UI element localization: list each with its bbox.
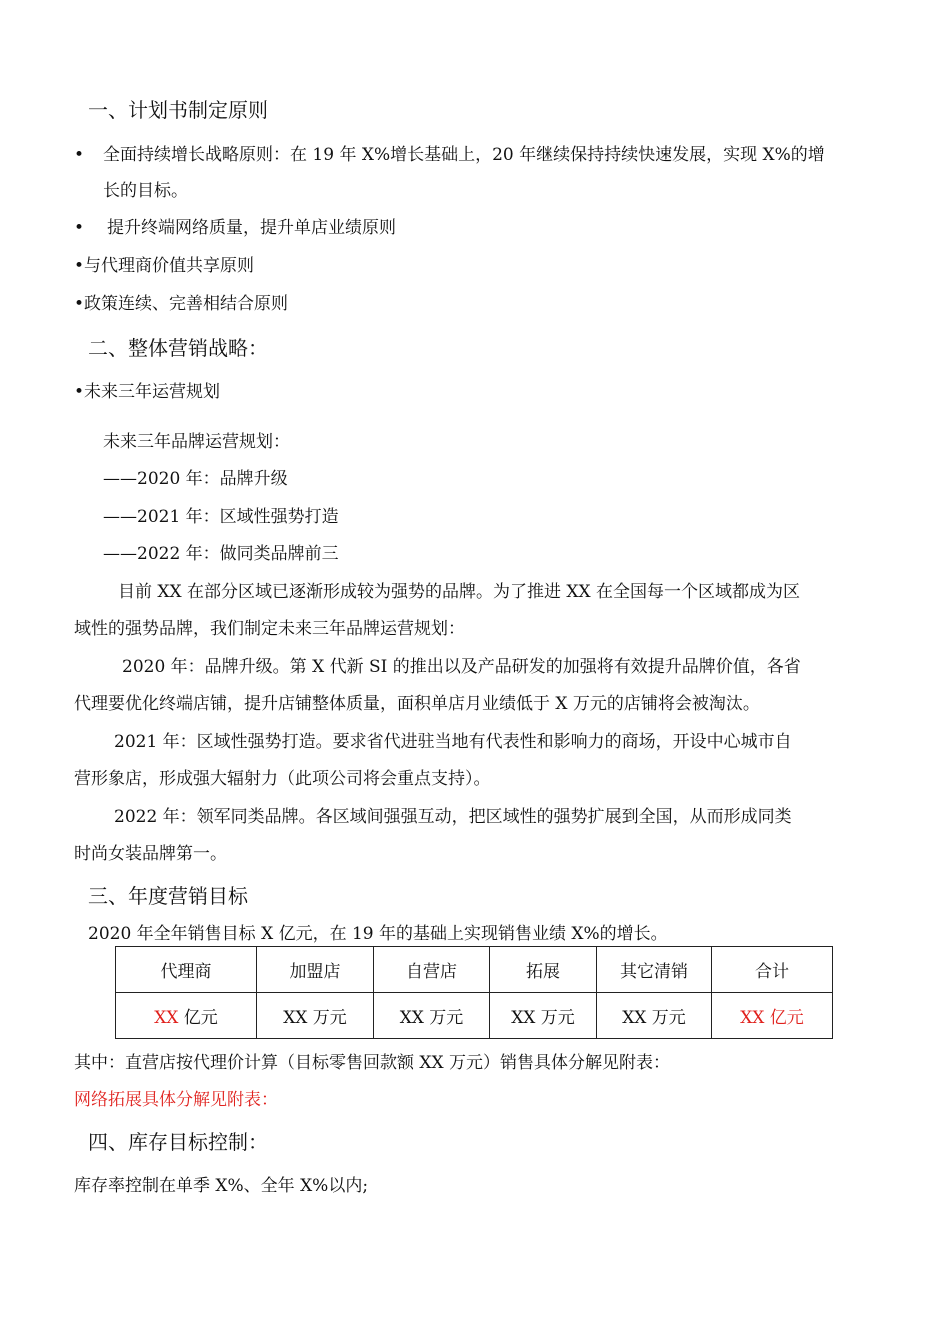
plan-2021: ——2021 年：区域性强势打造: [103, 507, 339, 527]
table-header-cell: 合计: [712, 947, 833, 993]
principle-4: •政策连续、完善相结合原则: [74, 294, 289, 314]
paragraph-2-line2: 代理要优化终端店铺，提升店铺整体质量，面积单店月业绩低于 X 万元的店铺将会被淘汰。: [74, 694, 760, 714]
section1-heading: 一、计划书制定原则: [88, 98, 268, 122]
paragraph-1-line1: 目前 XX 在部分区域已逐渐形成较为强势的品牌。为了推进 XX 在全国每一个区域都成为区: [118, 582, 801, 602]
section3-heading: 三、年度营销目标: [88, 884, 248, 908]
note-direct-store: 其中：直营店按代理价计算（目标零售回款额 XX 万元）销售具体分解见附表：: [74, 1053, 671, 1073]
note-network-expansion: 网络拓展具体分解见附表：: [74, 1090, 278, 1110]
plan-2020: ——2020 年：品牌升级: [103, 469, 288, 489]
paragraph-3-line2: 营形象店，形成强大辐射力（此项公司将会重点支持）。: [74, 769, 491, 789]
paragraph-4-line2: 时尚女装品牌第一。: [74, 844, 227, 864]
section4-heading: 四、库存目标控制：: [88, 1130, 268, 1154]
paragraph-4-line1: 2022 年：领军同类品牌。各区域间强强互动，把区域性的强势扩展到全国，从而形成同类: [114, 807, 792, 827]
plan-2022: ——2022 年：做同类品牌前三: [103, 544, 339, 564]
sales-target-intro: 2020 年全年销售目标 X 亿元，在 19 年的基础上实现销售业绩 X%的增长。: [88, 924, 668, 944]
principle-3: •与代理商价值共享原则: [74, 256, 255, 276]
table-header-cell: 其它清销: [597, 947, 712, 993]
section2-heading: 二、整体营销战略：: [88, 336, 268, 360]
paragraph-1-line2: 域性的强势品牌，我们制定未来三年品牌运营规划：: [74, 619, 465, 639]
table-row: [116, 993, 833, 1039]
table-header-cell: 拓展: [490, 947, 597, 993]
bullet-marker: •: [74, 218, 85, 238]
bullet-marker: •: [74, 145, 85, 165]
unit-text: 亿元: [178, 1008, 218, 1028]
table-cell-agent: [116, 993, 257, 1039]
table-header-cell: 代理商: [116, 947, 257, 993]
inventory-control-text: 库存率控制在单季 X%、全年 X%以内;: [74, 1176, 369, 1196]
table-header-cell: 自营店: [374, 947, 490, 993]
section2-sub: •未来三年运营规划: [74, 382, 221, 402]
plan-title: 未来三年品牌运营规划：: [103, 432, 290, 452]
sales-target-table: [115, 946, 833, 1039]
principle-1-line2: 长的目标。: [103, 181, 188, 201]
paragraph-3-line1: 2021 年：区域性强势打造。要求省代进驻当地有代表性和影响力的商场，开设中心城市自: [114, 732, 792, 752]
red-value: XX: [154, 1008, 179, 1028]
table-cell-franchise: XX 万元: [257, 993, 374, 1039]
table-cell-clearance: XX 万元: [597, 993, 712, 1039]
table-cell-total: XX 亿元: [712, 993, 833, 1039]
principle-1-line1: 全面持续增长战略原则：在 19 年 X%增长基础上，20 年继续保持持续快速发展，实现 X%的增: [103, 145, 825, 165]
table-header-cell: 加盟店: [257, 947, 374, 993]
table-header-row: [116, 947, 833, 993]
table-cell-self-operated: XX 万元: [374, 993, 490, 1039]
paragraph-2-line1: 2020 年：品牌升级。第 X 代新 SI 的推出以及产品研发的加强将有效提升品牌价值，各省: [122, 657, 801, 677]
table-cell-expansion: XX 万元: [490, 993, 597, 1039]
principle-2: 提升终端网络质量，提升单店业绩原则: [107, 218, 396, 238]
